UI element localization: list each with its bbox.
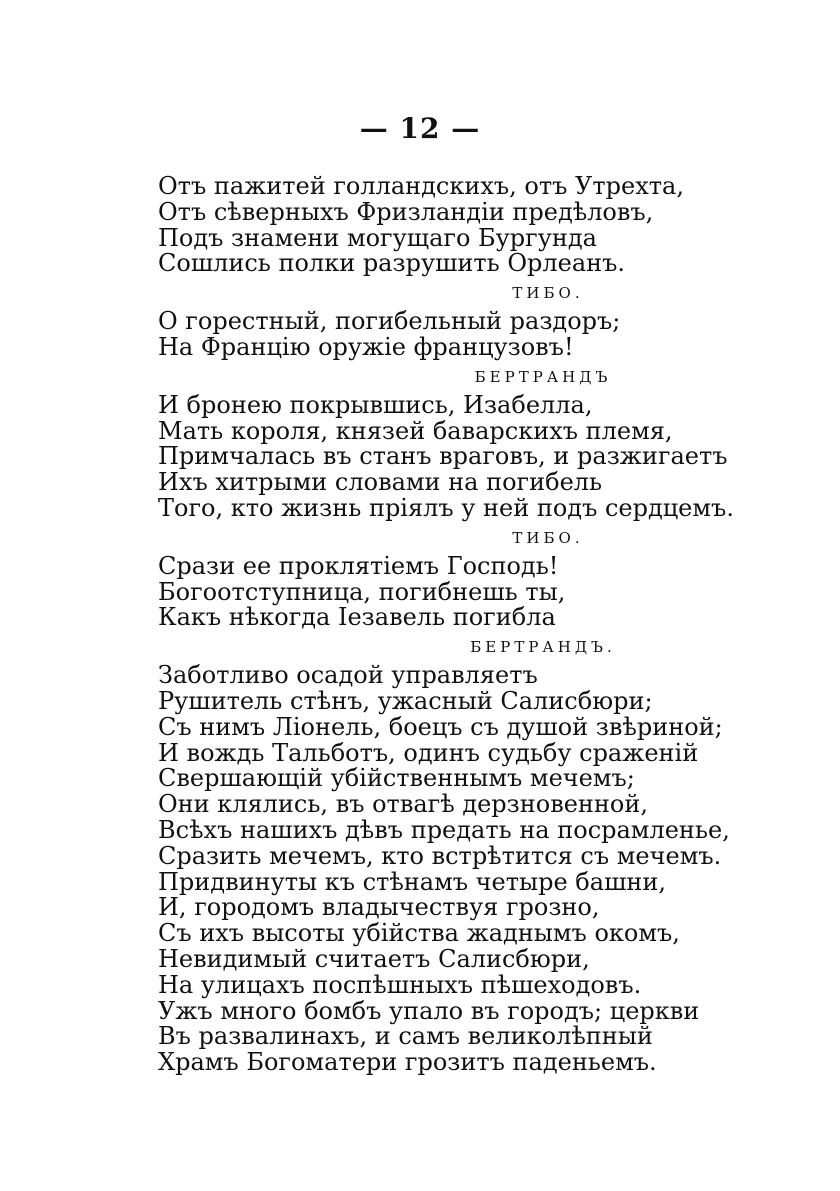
verse-line: Они клялись, въ отвагѣ дерзновенной, <box>158 790 648 819</box>
speaker-name: БЕРТРАНДЪ. <box>470 638 616 657</box>
stanza-3 <box>158 361 798 522</box>
verse-line: Того, кто жизнь пріялъ у ней подъ сердцемъ. <box>158 493 734 522</box>
verse-line: Подъ знамени могущаго Бургунда <box>158 223 597 252</box>
verse-line: Отъ пажитей голландскихъ, отъ Утрехта, <box>158 172 684 200</box>
speaker-name: ТИБО. <box>512 528 584 547</box>
stanza-2 <box>158 277 798 361</box>
stanza-1 <box>158 174 798 277</box>
verse-line: Рушитель стѣнъ, ужасный Салисбюри; <box>158 686 653 715</box>
verse-line: Съ нимъ Ліонель, боецъ съ душой звѣриной; <box>158 712 723 741</box>
verse-line: Невидимый считаетъ Салисбюри, <box>158 944 590 973</box>
verse-line: Ужъ много бомбъ упало въ городъ; церкви <box>158 996 700 1025</box>
verse-line: Богоотступница, погибнешь ты, <box>158 577 566 606</box>
verse-line: Примчалась въ станъ враговъ, и разжигаетъ <box>158 442 728 471</box>
verse-line: Съ ихъ высоты убійства жаднымъ окомъ, <box>158 919 680 948</box>
stanza-4 <box>158 522 798 631</box>
verse-line: Храмъ Богоматери грозитъ паденьемъ. <box>158 1048 657 1077</box>
verse-line: Сошлись полки разрушить Орлеанъ. <box>158 249 626 278</box>
speaker-name: БЕРТРАНДЪ <box>474 367 612 386</box>
stanza-5 <box>158 631 798 1076</box>
verse-line: Заботливо осадой управляетъ <box>158 661 538 690</box>
verse-line: На улицахъ поспѣшныхъ пѣшеходовъ. <box>158 970 642 999</box>
verse-line: Отъ сѣверныхъ Фризландіи предѣловъ, <box>158 197 654 226</box>
verse-line: На Францію оружіе французовъ! <box>158 332 574 361</box>
verse-line: Придвинуты къ стѣнамъ четыре башни, <box>158 867 666 896</box>
verse-line: Сразить мечемъ, кто встрѣтится съ мечемъ. <box>158 841 722 870</box>
verse-line: Какъ нѣкогда Іезавель погибла <box>158 603 556 632</box>
verse-line: Ихъ хитрыми словами на погибель <box>158 468 603 497</box>
page-number: — 12 — <box>359 112 481 145</box>
speaker-name: ТИБО. <box>512 284 584 303</box>
verse-line: Свершающій убійственнымъ мечемъ; <box>158 764 635 793</box>
verse-line: Въ развалинахъ, и самъ великолѣпный <box>158 1022 653 1051</box>
verse-line: И, городомъ владычествуя грозно, <box>158 893 600 922</box>
verse-line: И вождь Тальботъ, одинъ судьбу сраженій <box>158 738 699 767</box>
verse-line: Мать короля, князей баварскихъ племя, <box>158 416 673 445</box>
verse-line: И бронею покрывшись, Изабелла, <box>158 390 593 419</box>
verse-line: О горестный, погибельный раздоръ; <box>158 307 621 336</box>
verse-text <box>158 174 798 1076</box>
verse-line: Всѣхъ нашихъ дѣвъ предать на посрамленье, <box>158 815 730 844</box>
verse-line: Срази ее проклятіемъ Господь! <box>158 551 559 580</box>
